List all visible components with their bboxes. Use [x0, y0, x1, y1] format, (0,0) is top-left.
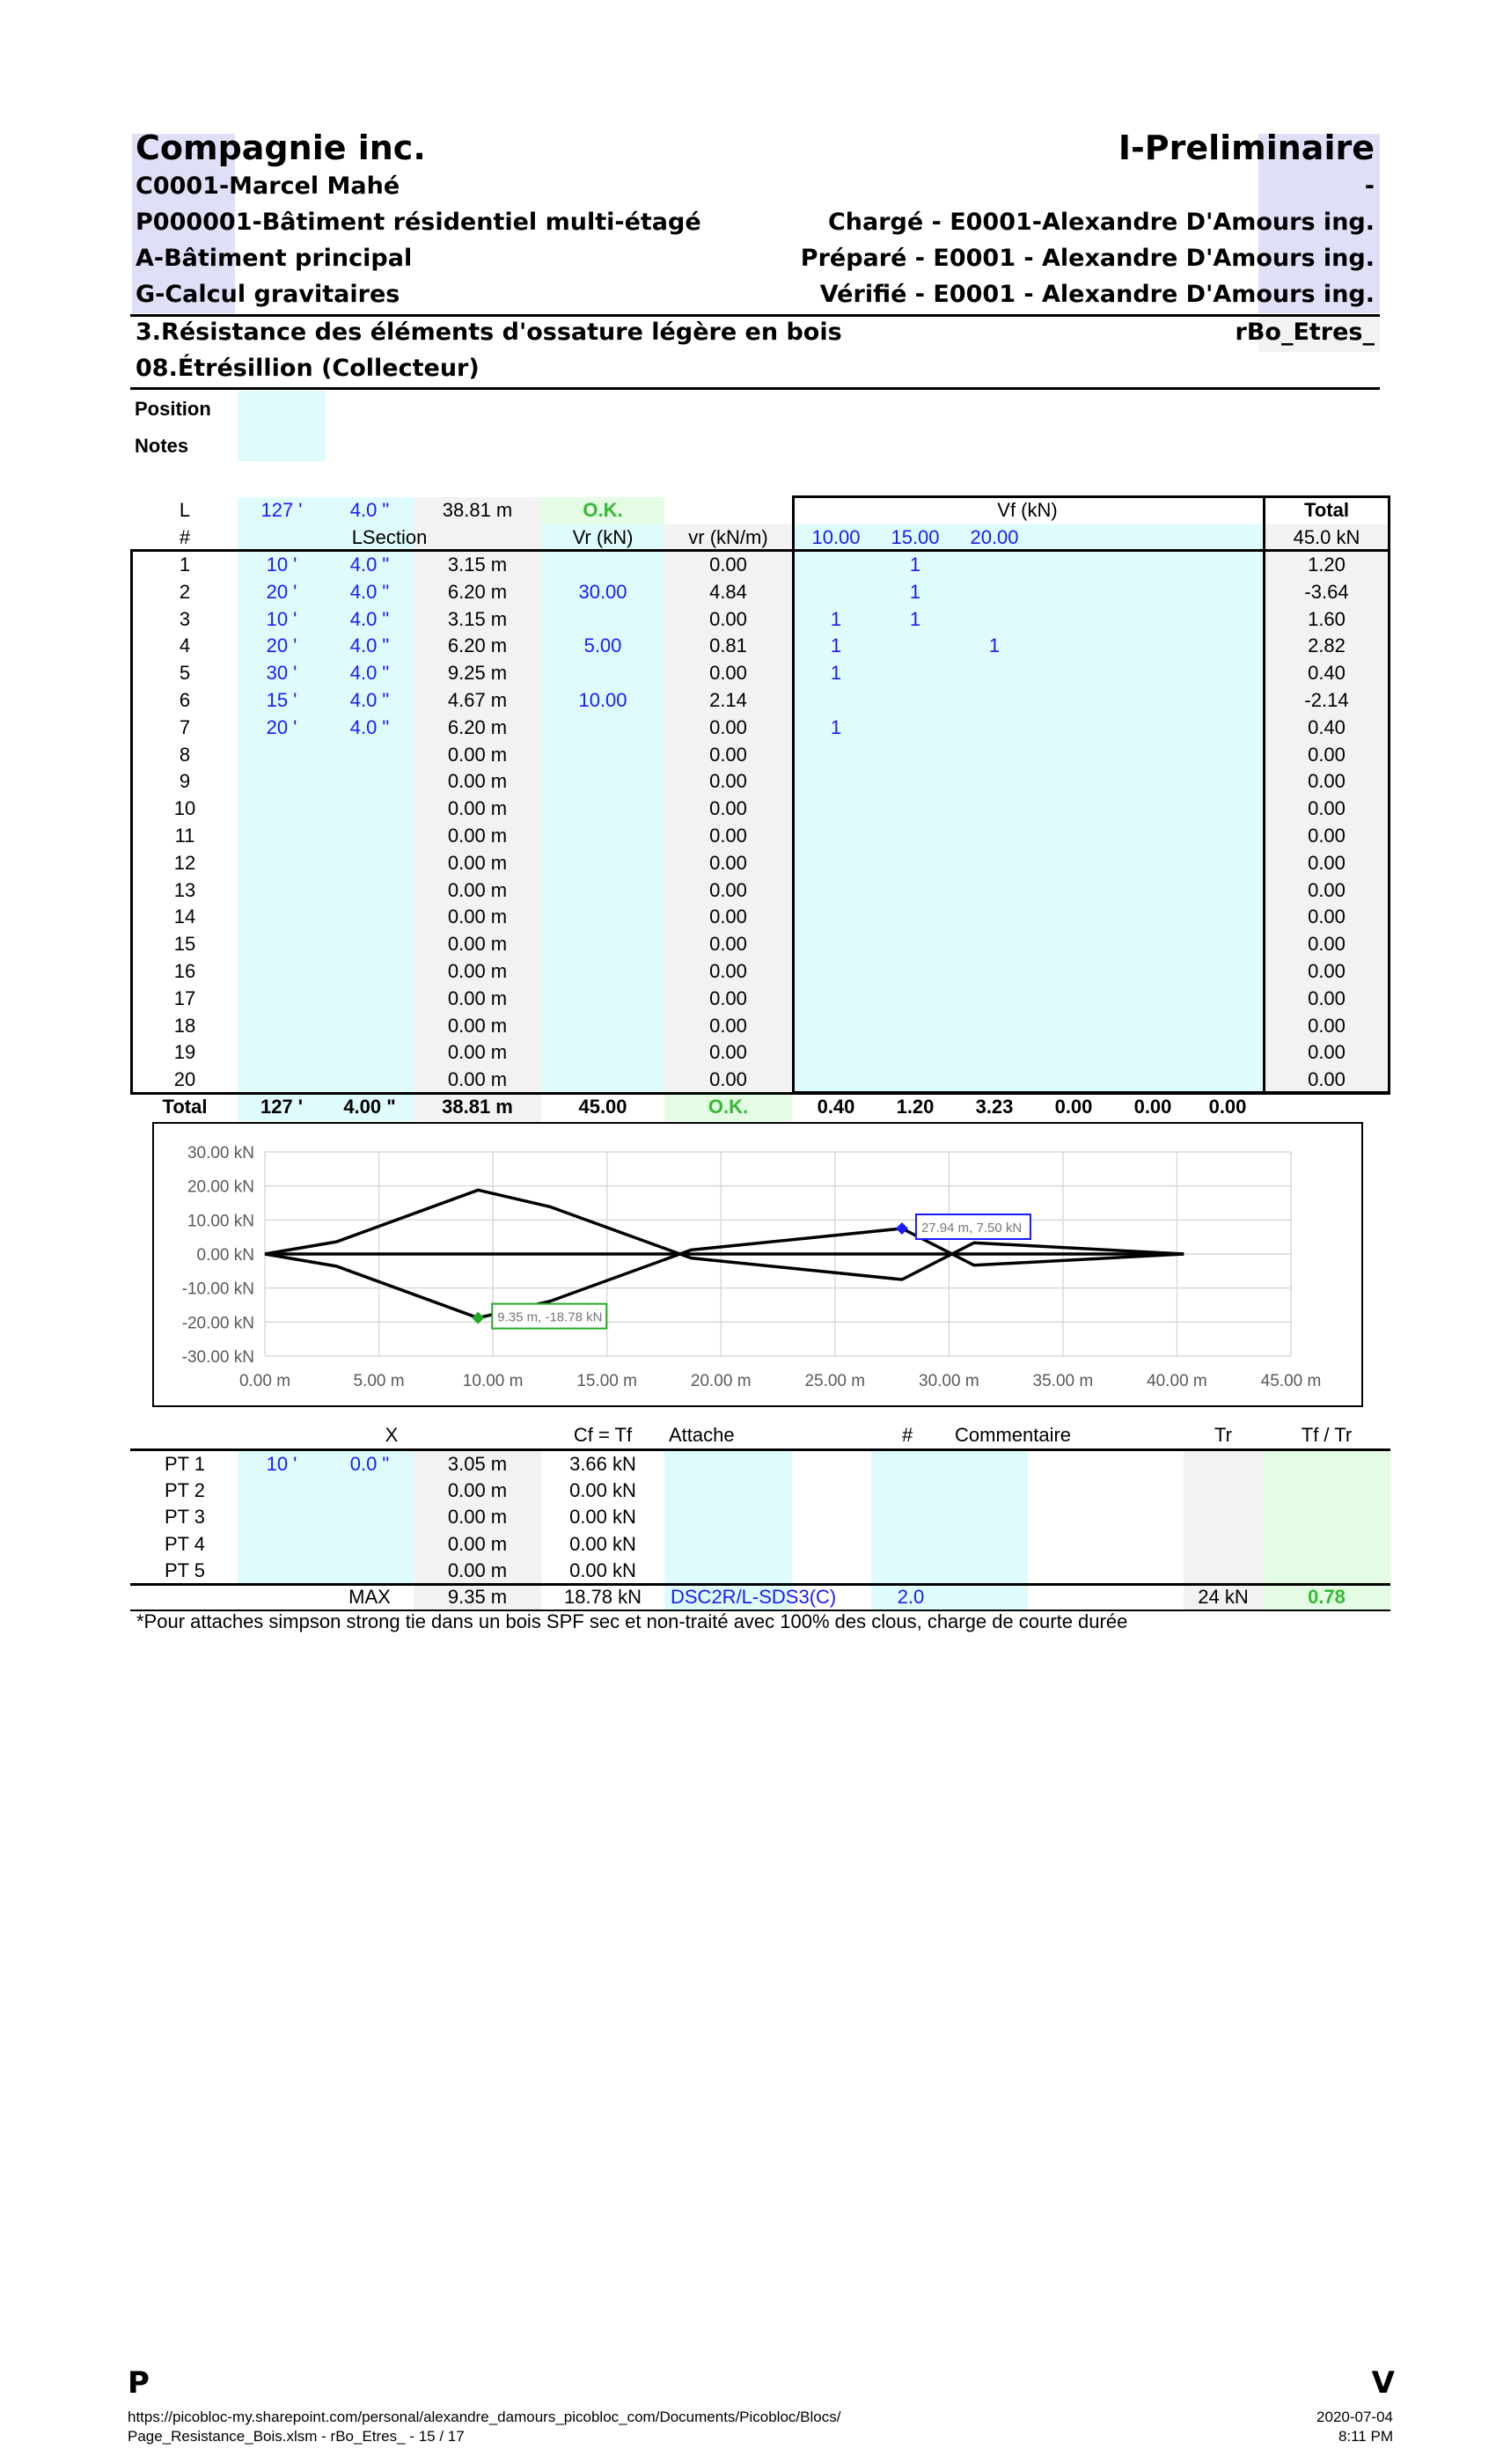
pt-label: PT 1	[164, 1453, 206, 1475]
pt-m: 0.00 m	[447, 1479, 508, 1502]
row-length-m: 9.25 m	[447, 662, 508, 685]
row-length-m: 4.67 m	[447, 689, 508, 711]
charge-by: Chargé - E0001-Alexandre D'Amours ing.	[827, 209, 1375, 236]
row-vrm: 0.00	[709, 770, 747, 793]
row-total: -2.14	[1304, 689, 1349, 711]
y-tick-label: 30.00 kN	[187, 1144, 254, 1162]
row-length-ft[interactable]: 20 '	[266, 715, 297, 738]
row-number: 15	[173, 933, 196, 956]
notes-label: Notes	[135, 435, 189, 457]
row-load-2[interactable]: 1	[909, 607, 921, 630]
row-load-1[interactable]: 1	[830, 607, 842, 630]
row-length-m: 6.20 m	[447, 580, 508, 603]
ratio-header: Tf / Tr	[1301, 1424, 1353, 1446]
vr-header: Vr (kN)	[572, 526, 634, 548]
client-name: C0001-Marcel Mahé	[136, 172, 400, 200]
row-total: 0.00	[1308, 986, 1346, 1009]
row-load-1[interactable]: 1	[830, 634, 842, 657]
calc-name: G-Calcul gravitaires	[136, 281, 400, 308]
row-length-m: 6.20 m	[447, 634, 508, 657]
row-vrm: 0.00	[709, 607, 747, 630]
footer-date: 2020-07-04	[1316, 2409, 1393, 2425]
row-length-in[interactable]: 4.0 "	[349, 580, 390, 603]
vf-block-border	[792, 495, 1263, 1094]
y-tick-label: 10.00 kN	[187, 1212, 254, 1231]
pt-kn: 0.00 kN	[569, 1506, 636, 1529]
row-number: 7	[179, 715, 191, 738]
footer-time: 8:11 PM	[1338, 2428, 1393, 2445]
row-vrm: 0.00	[709, 906, 747, 928]
row-length-m: 0.00 m	[447, 825, 508, 847]
row-vrm: 0.00	[709, 933, 747, 956]
row-number: 10	[173, 797, 196, 820]
row-total: 0.00	[1308, 1014, 1346, 1037]
row-length-in[interactable]: 4.0 "	[349, 554, 390, 576]
row-number: 1	[179, 554, 191, 576]
row-total: 0.00	[1308, 743, 1346, 766]
totals-v4: 0.00	[1054, 1096, 1093, 1118]
length-label: L	[179, 499, 191, 521]
row-total: 0.40	[1308, 662, 1346, 685]
sheet-code: rBo_Etres_	[1235, 319, 1375, 346]
footer-path	[128, 2408, 840, 2446]
row-length-m: 3.15 m	[447, 554, 508, 576]
comment-header: Commentaire	[955, 1424, 1072, 1446]
totals-v5: 0.00	[1133, 1096, 1172, 1118]
pt-kn: 0.00 kN	[569, 1558, 636, 1581]
row-length-m: 0.00 m	[447, 770, 508, 793]
verifie-by: Vérifié - E0001 - Alexandre D'Amours ing.	[819, 281, 1375, 308]
row-length-m: 3.15 m	[447, 607, 508, 630]
x-tick-label: 15.00 m	[576, 1372, 637, 1390]
pt-m: 0.00 m	[447, 1532, 508, 1555]
num-header: #	[179, 526, 191, 548]
row-length-ft[interactable]: 15 '	[266, 689, 297, 711]
row-vrm: 0.00	[709, 1014, 747, 1037]
total-title: Total	[1304, 499, 1349, 521]
x-tick-label: 10.00 m	[462, 1372, 524, 1390]
row-number: 18	[173, 1014, 196, 1037]
row-length-in[interactable]: 4.0 "	[349, 689, 390, 711]
series-line	[265, 1190, 1184, 1280]
table-left-rule	[130, 549, 133, 1094]
row-total: 0.00	[1308, 851, 1346, 874]
row-vrm: 0.81	[709, 634, 747, 657]
totals-v2: 1.20	[896, 1096, 935, 1118]
row-vr[interactable]: 5.00	[583, 634, 622, 657]
row-length-m: 0.00 m	[447, 933, 508, 956]
x-tick-label: 40.00 m	[1147, 1372, 1207, 1390]
row-number: 16	[173, 960, 196, 982]
row-total: 1.20	[1308, 554, 1346, 576]
row-total: 0.00	[1308, 906, 1346, 928]
total-length-in: 4.0 "	[349, 499, 390, 521]
y-tick-label: -30.00 kN	[181, 1348, 254, 1367]
annotation-marker	[896, 1222, 908, 1235]
row-number: 9	[179, 770, 191, 793]
row-vrm: 0.00	[709, 878, 747, 901]
pt-label: PT 5	[164, 1558, 206, 1581]
row-load-1[interactable]: 1	[830, 662, 842, 685]
vrm-header: vr (kN/m)	[688, 526, 768, 548]
load-header-2[interactable]: 15.00	[891, 526, 940, 548]
x-tick-label: 20.00 m	[690, 1372, 752, 1390]
totals-status: O.K.	[708, 1096, 749, 1118]
y-tick-label: -10.00 kN	[181, 1280, 254, 1299]
divider	[130, 387, 1380, 390]
row-total: 2.82	[1308, 634, 1346, 657]
row-length-ft[interactable]: 10 '	[266, 607, 297, 630]
row-length-m: 0.00 m	[447, 878, 508, 901]
x-header: X	[385, 1424, 399, 1446]
totals-vr: 45.00	[578, 1096, 627, 1118]
company-name: Compagnie inc.	[136, 128, 426, 167]
row-vrm: 0.00	[709, 960, 747, 982]
vr-input-column[interactable]	[541, 524, 664, 1094]
footnote: *Pour attaches simpson strong tie dans un bois SPF sec et non-traité avec 100% des clous, charge de courte durée	[136, 1610, 1128, 1632]
total-length-ft: 127 '	[260, 499, 303, 521]
row-number: 8	[179, 743, 191, 766]
row-length-m: 0.00 m	[447, 960, 508, 982]
y-tick-label: 20.00 kN	[187, 1177, 254, 1197]
total-load: 45.0 kN	[1293, 526, 1360, 548]
vf-title: Vf (kN)	[997, 499, 1058, 521]
pt-m: 3.05 m	[447, 1453, 508, 1475]
project-name: P000001-Bâtiment résidentiel multi-étagé	[136, 209, 701, 236]
shear-chart	[152, 1122, 1363, 1407]
y-tick-label: -20.00 kN	[181, 1314, 254, 1333]
status-label: I-Preliminaire	[1118, 128, 1375, 167]
totals-in: 4.00 "	[343, 1096, 396, 1118]
totals-m: 38.81 m	[442, 1096, 513, 1118]
series-line	[265, 1228, 1184, 1318]
load-header-1[interactable]: 10.00	[811, 526, 861, 548]
pt-kn: 3.66 kN	[569, 1453, 636, 1475]
row-length-m: 0.00 m	[447, 986, 508, 1009]
x-tick-label: 0.00 m	[238, 1372, 291, 1390]
row-number: 19	[173, 1041, 196, 1064]
max-kn: 18.78 kN	[563, 1586, 642, 1608]
max-attache[interactable]: DSC2R/L-SDS3(C)	[671, 1586, 837, 1608]
row-length-ft[interactable]: 20 '	[266, 580, 297, 603]
row-length-m: 0.00 m	[447, 797, 508, 820]
x-tick-label: 30.00 m	[919, 1372, 979, 1390]
row-vr[interactable]: 30.00	[578, 580, 627, 603]
annotation-label: 9.35 m, -18.78 kN	[497, 1309, 603, 1325]
row-vrm: 0.00	[709, 662, 747, 685]
row-length-ft[interactable]: 20 '	[266, 634, 297, 657]
row-length-m: 0.00 m	[447, 743, 508, 766]
pt-label: PT 3	[164, 1506, 206, 1529]
row-total: -3.64	[1304, 580, 1349, 603]
row-load-3[interactable]: 1	[988, 634, 1001, 657]
footer-left-letter: P	[128, 2365, 150, 2401]
row-total: 0.00	[1308, 933, 1346, 956]
lsection-header: LSection	[351, 526, 428, 548]
attache-header: Attache	[669, 1424, 735, 1446]
row-number: 13	[173, 878, 196, 901]
pt-ft[interactable]: 10 '	[266, 1453, 297, 1475]
row-number: 20	[173, 1068, 196, 1091]
max-ratio: 0.78	[1308, 1586, 1346, 1608]
row-total: 0.00	[1308, 878, 1346, 901]
row-length-in[interactable]: 4.0 "	[349, 715, 390, 738]
pt-m: 0.00 m	[447, 1506, 508, 1529]
length-status: O.K.	[583, 499, 623, 521]
row-total: 0.00	[1308, 960, 1346, 982]
row-vrm: 0.00	[709, 554, 747, 576]
load-header-3[interactable]: 20.00	[970, 526, 1019, 548]
row-number: 6	[179, 689, 191, 711]
row-total: 0.00	[1308, 797, 1346, 820]
row-vrm: 2.14	[709, 689, 747, 711]
status-dash: -	[1364, 172, 1375, 200]
row-number: 2	[179, 580, 191, 603]
totals-ft: 127 '	[260, 1096, 304, 1118]
row-total: 0.00	[1308, 1041, 1346, 1064]
row-length-ft[interactable]: 30 '	[266, 662, 297, 685]
x-tick-label: 35.00 m	[1032, 1372, 1094, 1390]
row-length-m: 0.00 m	[447, 851, 508, 874]
row-number: 11	[174, 825, 195, 847]
row-total: 0.00	[1308, 770, 1346, 793]
footer-file: Page_Resistance_Bois.xlsm - rBo_Etres_ - 15 / 17	[128, 2428, 465, 2445]
totals-v1: 0.40	[817, 1096, 855, 1118]
totals-v6: 0.00	[1208, 1096, 1247, 1118]
row-length-m: 0.00 m	[447, 1068, 508, 1091]
tr-header: Tr	[1214, 1424, 1232, 1446]
max-m: 9.35 m	[447, 1586, 508, 1608]
row-vrm: 0.00	[709, 715, 747, 738]
pt-label: PT 4	[164, 1532, 206, 1555]
row-length-in[interactable]: 4.0 "	[349, 634, 390, 657]
row-vrm: 0.00	[709, 797, 747, 820]
pt-in[interactable]: 0.0 "	[349, 1453, 390, 1475]
prepare-by: Préparé - E0001 - Alexandre D'Amours ing.	[800, 245, 1375, 272]
row-vrm: 0.00	[709, 986, 747, 1009]
row-length-m: 0.00 m	[447, 906, 508, 928]
row-vr[interactable]: 10.00	[578, 689, 627, 711]
pt-label: PT 2	[164, 1479, 206, 1502]
max-count[interactable]: 2.0	[897, 1586, 925, 1608]
subsection-title: 08.Étrésillion (Collecteur)	[136, 355, 480, 382]
chart-svg	[154, 1124, 1361, 1405]
row-number: 14	[173, 906, 196, 928]
row-number: 5	[179, 662, 191, 685]
pt-kn: 0.00 kN	[569, 1532, 636, 1555]
count-header: #	[902, 1424, 913, 1446]
cf-header: Cf = Tf	[573, 1424, 633, 1446]
footer-url: https://picobloc-my.sharepoint.com/personal/alexandre_damours_picobloc_com/Documents/Picobloc/Blocs/	[128, 2409, 841, 2425]
footer-right-letter: V	[1371, 2365, 1395, 2401]
section-title: 3.Résistance des éléments d'ossature légère en bois	[136, 319, 842, 346]
row-number: 12	[173, 851, 196, 874]
row-vrm: 0.00	[709, 1068, 747, 1091]
row-vrm: 0.00	[709, 851, 747, 874]
max-label: MAX	[348, 1586, 391, 1608]
row-load-1[interactable]: 1	[830, 715, 842, 738]
totals-label: Total	[162, 1096, 208, 1118]
row-total: 0.00	[1308, 825, 1346, 847]
x-tick-label: 25.00 m	[804, 1372, 866, 1390]
row-length-ft[interactable]: 10 '	[266, 554, 297, 576]
row-total: 1.60	[1308, 607, 1346, 630]
divider	[130, 314, 1380, 317]
max-tr: 24 kN	[1198, 1586, 1249, 1608]
row-length-m: 0.00 m	[447, 1041, 508, 1064]
row-vrm: 4.84	[709, 580, 747, 603]
header-row-1	[130, 128, 1380, 169]
row-length-m: 0.00 m	[447, 1014, 508, 1037]
row-total: 0.40	[1308, 715, 1346, 738]
row-vrm: 0.00	[709, 743, 747, 766]
row-load-2[interactable]: 1	[909, 580, 921, 603]
totals-v3: 3.23	[975, 1096, 1014, 1118]
row-load-2[interactable]: 1	[909, 554, 921, 576]
position-notes-input[interactable]	[238, 391, 326, 461]
x-tick-label: 45.00 m	[1260, 1372, 1322, 1390]
building-name: A-Bâtiment principal	[136, 245, 413, 272]
position-label: Position	[135, 398, 211, 420]
annotation-label: 27.94 m, 7.50 kN	[920, 1221, 1023, 1236]
row-vrm: 0.00	[709, 825, 747, 847]
row-number: 4	[179, 634, 191, 657]
total-length-m: 38.81 m	[442, 499, 513, 521]
row-length-in[interactable]: 4.0 "	[349, 607, 390, 630]
row-vrm: 0.00	[709, 1041, 747, 1064]
x-tick-label: 5.00 m	[353, 1372, 405, 1390]
footer-datetime	[1316, 2408, 1393, 2446]
row-number: 3	[179, 607, 191, 630]
y-tick-label: 0.00 kN	[196, 1246, 254, 1265]
pt-m: 0.00 m	[447, 1558, 508, 1581]
row-length-m: 6.20 m	[447, 715, 508, 738]
pt-kn: 0.00 kN	[569, 1479, 636, 1502]
row-number: 17	[173, 986, 196, 1009]
row-length-in[interactable]: 4.0 "	[349, 662, 390, 685]
row-total: 0.00	[1308, 1068, 1346, 1091]
